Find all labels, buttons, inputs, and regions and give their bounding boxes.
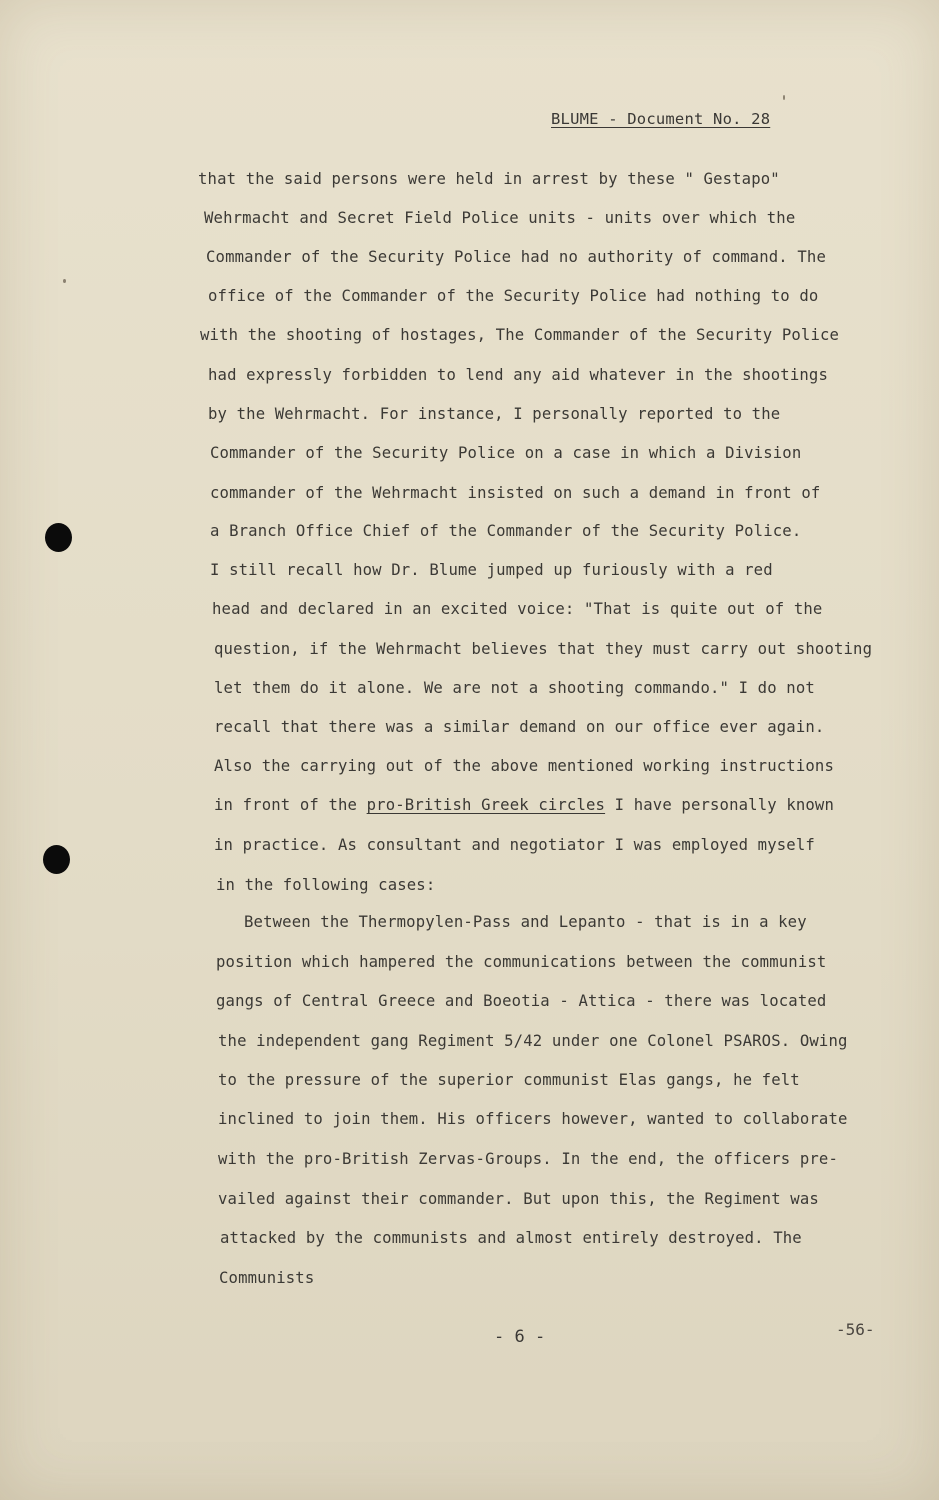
body-line: gangs of Central Greece and Boeotia - Attica - there was located (216, 992, 827, 1010)
body-line: Commander of the Security Police on a case in which a Division (210, 444, 802, 462)
body-line: let them do it alone. We are not a shooting commando." I do not (214, 679, 815, 697)
body-line: attacked by the communists and almost entirely destroyed. The (220, 1229, 802, 1247)
document-title: BLUME - Document No. 28 (551, 110, 771, 128)
body-line: head and declared in an excited voice: "That is quite out of the (212, 600, 823, 618)
body-line: office of the Commander of the Security Police had nothing to do (208, 287, 819, 305)
body-line: the independent gang Regiment 5/42 under one Colonel PSAROS. Owing (218, 1032, 848, 1050)
body-line (214, 796, 834, 814)
body-line: by the Wehrmacht. For instance, I personally reported to the (208, 405, 781, 423)
body-line: in practice. As consultant and negotiator I was employed myself (214, 836, 815, 854)
body-line-segment: I have personally known (605, 796, 835, 814)
body-line: with the shooting of hostages, The Commander of the Security Police (200, 326, 840, 344)
body-line: with the pro-British Zervas-Groups. In the end, the officers pre- (218, 1150, 838, 1168)
body-line: I still recall how Dr. Blume jumped up furiously with a red (210, 561, 773, 579)
body-line: inclined to join them. His officers however, wanted to collaborate (218, 1110, 848, 1128)
body-line: Communists (219, 1269, 315, 1287)
body-line: question, if the Wehrmacht believes that they must carry out shooting (214, 640, 873, 658)
body-line: position which hampered the communications between the communist (216, 953, 827, 971)
body-line: Wehrmacht and Secret Field Police units - units over which the (204, 209, 796, 227)
page-number: - 6 - (494, 1327, 546, 1347)
body-line: that the said persons were held in arrest by these " Gestapo" (198, 170, 780, 188)
body-line: recall that there was a similar demand on our office ever again. (214, 718, 825, 736)
body-line: had expressly forbidden to lend any aid whatever in the shootings (208, 366, 828, 384)
body-line: to the pressure of the superior communist Elas gangs, he felt (218, 1071, 800, 1089)
body-line: a Branch Office Chief of the Commander of the Security Police. (210, 522, 802, 540)
body-line-segment: in front of the (214, 796, 367, 814)
underlined-phrase: pro-British Greek circles (366, 796, 606, 814)
body-line: Between the Thermopylen-Pass and Lepanto - that is in a key (244, 913, 807, 931)
folio-number: -56- (836, 1320, 875, 1339)
body-line: Commander of the Security Police had no authority of command. The (206, 248, 826, 266)
body-line: vailed against their commander. But upon this, the Regiment was (218, 1190, 819, 1208)
body-line: commander of the Wehrmacht insisted on such a demand in front of (210, 484, 821, 502)
body-line: in the following cases: (216, 876, 436, 894)
body-line: Also the carrying out of the above mentioned working instructions (214, 757, 834, 775)
